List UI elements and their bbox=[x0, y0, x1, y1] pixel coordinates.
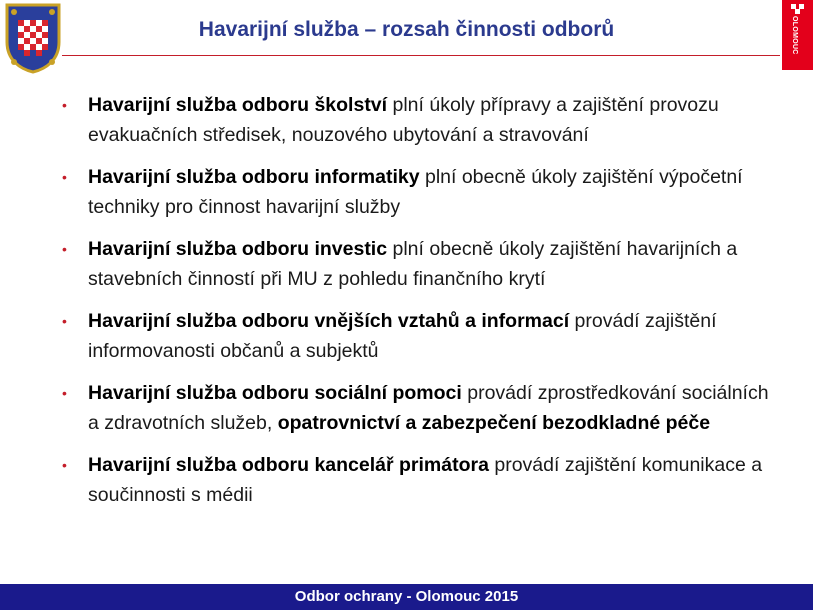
logo-mark-icon bbox=[782, 2, 813, 16]
page-title: Havarijní služba – rozsah činnosti odborů bbox=[198, 18, 615, 41]
item-heading: Havarijní služba odboru vnějších vztahů a informací bbox=[88, 310, 570, 332]
list-item bbox=[62, 234, 782, 294]
item-text: plní obecně úkoly zajištění havarijních a stavebních činností při MU z pohledu finančního krytí bbox=[88, 238, 738, 290]
item-text: provádí zprostředkování sociálních a zdravotních služeb, bbox=[88, 382, 769, 434]
item-text: plní úkoly přípravy a zajištění provozu evakuačních středisek, nouzového ubytování a stravování bbox=[88, 94, 719, 146]
item-heading: Havarijní služba odboru kancelář primátora bbox=[88, 454, 489, 476]
item-heading: Havarijní služba odboru informatiky bbox=[88, 166, 420, 188]
item-text: provádí zajištění komunikace a součinnosti s médii bbox=[88, 454, 763, 506]
list-item bbox=[62, 162, 782, 222]
item-heading: Havarijní služba odboru sociální pomoci bbox=[88, 382, 462, 404]
item-heading: Havarijní služba odboru investic bbox=[88, 238, 388, 260]
list-item bbox=[62, 378, 782, 438]
title-divider bbox=[62, 55, 780, 56]
item-text: provádí zajištění informovanosti občanů a subjektů bbox=[88, 310, 717, 362]
logo-text: OLOMOUC bbox=[791, 16, 798, 55]
list-item bbox=[62, 450, 782, 510]
item-heading-secondary: opatrovnictví a zabezpečení bezodkladné péče bbox=[277, 412, 711, 434]
olomouc-logo bbox=[782, 0, 813, 70]
bullet-list bbox=[62, 90, 782, 522]
item-text: plní obecně úkoly zajištění výpočetní techniky pro činnost havarijní služby bbox=[88, 166, 743, 218]
item-heading: Havarijní služba odboru školství bbox=[88, 94, 388, 116]
list-item bbox=[62, 306, 782, 366]
footer-text: Odbor ochrany - Olomouc 2015 bbox=[294, 588, 519, 605]
footer bbox=[0, 584, 813, 610]
list-item bbox=[62, 90, 782, 150]
